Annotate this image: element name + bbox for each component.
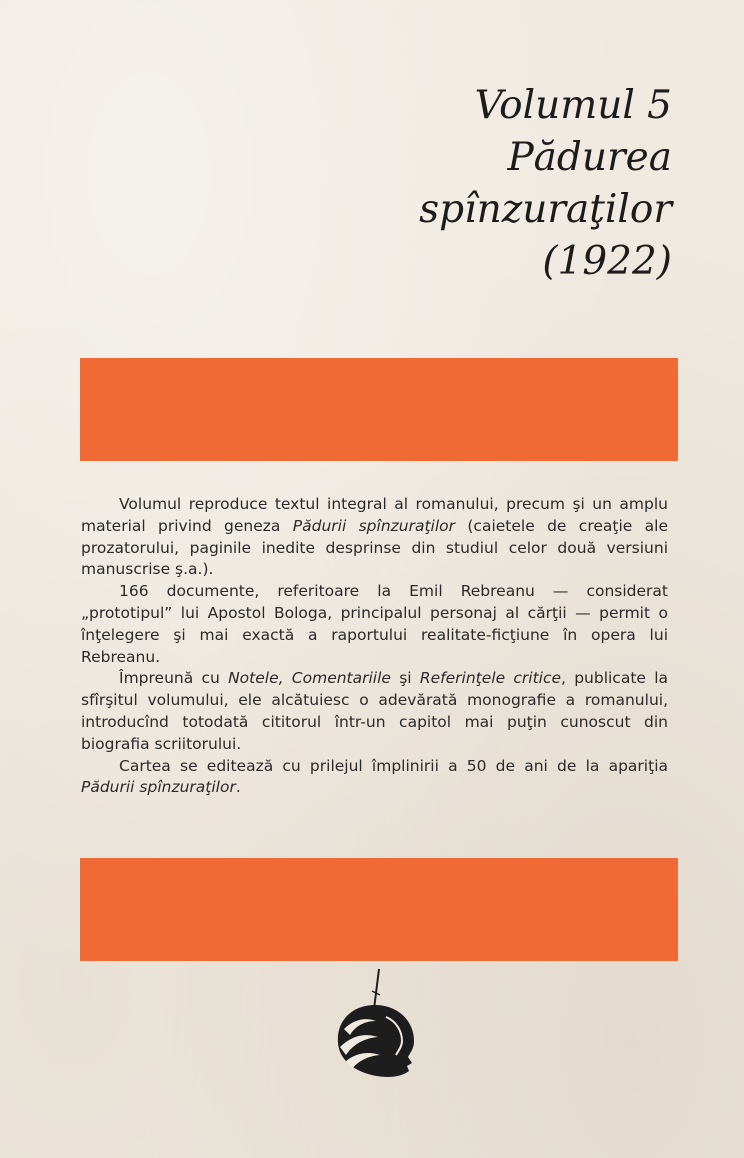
paragraph-2: 166 documente, referitoare la Emil Rebreanu — considerat „prototipul” lui Apostol Bologa, principalul personaj al cărţii — permit o înţelegere şi mai exactă a raportului realitate-ficţiune în opera lui Rebreanu. [81, 582, 668, 666]
paragraph-3: Împreună cu Notele, Comentariile şi Referinţele critice, publicate la sfîrşitul volumului, ele alcătuiesc o adevărată monografie a romanului, introducînd totodată cititorul într-un capitol mai puţin cunoscut din biografia scriitorului. [81, 669, 668, 753]
description-text [81, 494, 668, 799]
publisher-logo-icon [330, 965, 420, 1080]
volume-label: Volumul 5 [474, 83, 672, 128]
cover-heading [372, 80, 672, 288]
title-line-2: spînzuraţilor [419, 187, 672, 232]
title-line-1: Pădurea [507, 135, 672, 180]
publication-year: (1922) [542, 239, 672, 284]
orange-band-top [80, 358, 678, 461]
paragraph-4: Cartea se editează cu prilejul împlinirii a 50 de ani de la apariţia Pădurii spînzuraţilor. [81, 756, 668, 797]
orange-band-bottom [80, 858, 678, 961]
paragraph-1: Volumul reproduce textul integral al romanului, precum şi un amplu material privind geneza Pădurii spînzuraţilor (caietele de creaţie ale prozatorului, paginile inedite desprinse din studiul celor două versiuni manuscrise ş.a.). [81, 495, 668, 579]
